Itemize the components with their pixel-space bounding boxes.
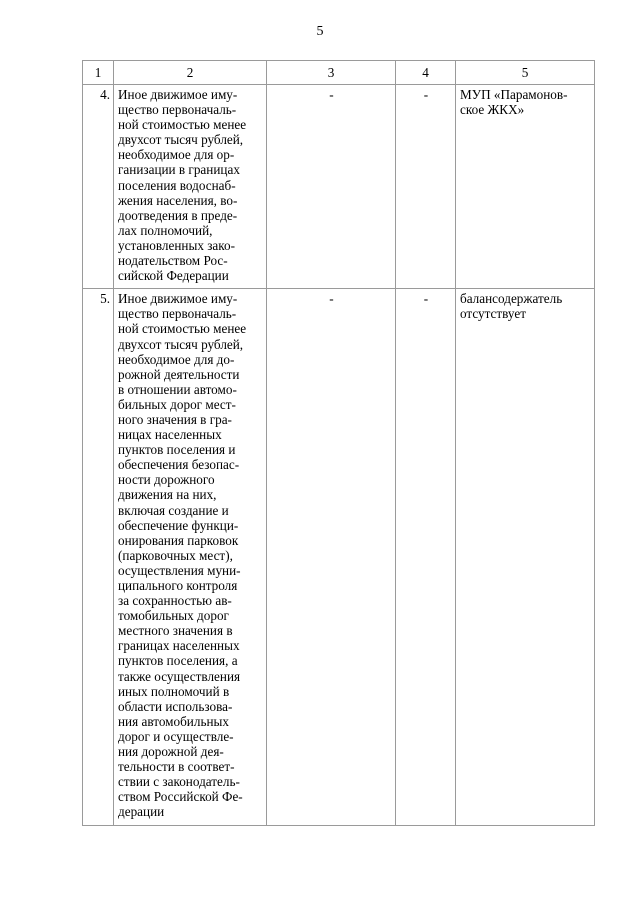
table-row [83, 289, 595, 825]
balance-holder: МУП «Парамонов- ское ЖКХ» [456, 85, 595, 289]
table-header-row [83, 61, 595, 85]
column-3-value: - [267, 85, 396, 289]
balance-holder: балансодержатель отсутствует [456, 289, 595, 825]
property-description: Иное движимое иму- щество первоначаль- ной стоимостью менее двухсот тысяч рублей, необходимое для до- рожной деятельности в отношении автомо- бильных дорог мест- ного значения в гра- ницах населенных пунктов поселения и обеспечения безопас- ности дорожного движения на них, включая создание и обеспечение функци- онирования парковок (парковочных мест), осуществления муни- ципального контроля за сохранностью ав- томобильных дорог местного значения в границах населенных пунктов поселения, а также осуществления иных полномочий в области использова- ния автомобильных дорог и осуществле- ния дорожной дея- тельности в соответ- ствии с законодатель- ством Российской Фе- дерации [114, 289, 267, 825]
column-4-value: - [396, 85, 456, 289]
column-header-2: 2 [114, 61, 267, 85]
row-number: 4. [83, 85, 114, 289]
column-4-value: - [396, 289, 456, 825]
property-table [82, 60, 595, 826]
column-3-value: - [267, 289, 396, 825]
column-header-1: 1 [83, 61, 114, 85]
property-description: Иное движимое иму- щество первоначаль- ной стоимостью менее двухсот тысяч рублей, необходимое для ор- ганизации в границах поселения водоснаб- жения населения, во- доотведения в преде- лах полномочий, установленных зако- нодательством Рос- сийской Федерации [114, 85, 267, 289]
row-number: 5. [83, 289, 114, 825]
table-row [83, 85, 595, 289]
column-header-4: 4 [396, 61, 456, 85]
column-header-3: 3 [267, 61, 396, 85]
page-number: 5 [316, 24, 324, 39]
column-header-5: 5 [456, 61, 595, 85]
